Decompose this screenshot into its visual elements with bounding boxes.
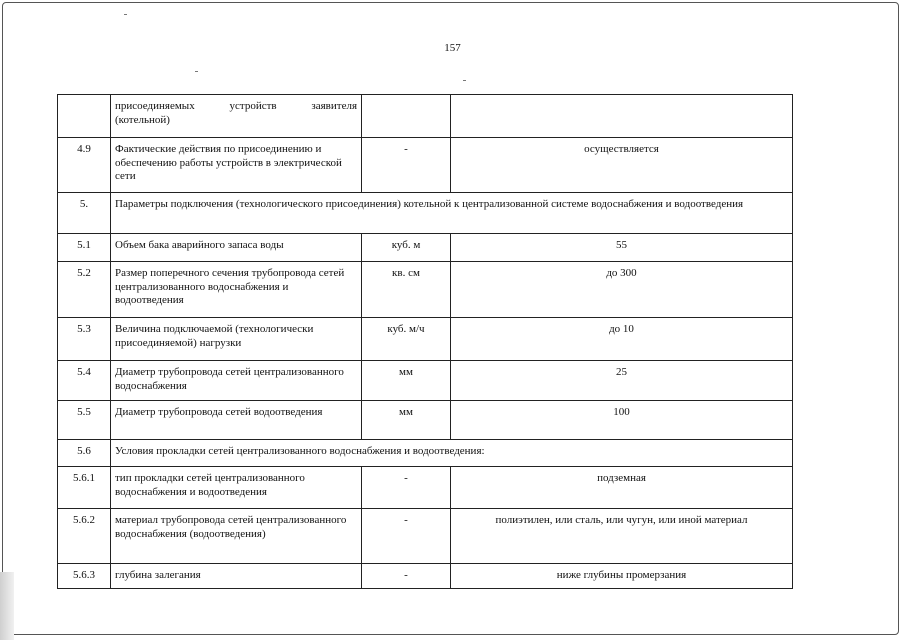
row-number: 5.3 xyxy=(58,318,111,361)
scan-speck xyxy=(463,80,466,81)
row-number: 5.1 xyxy=(58,234,111,262)
table-row xyxy=(58,467,793,509)
row-number: 5.4 xyxy=(58,361,111,401)
page-number: 157 xyxy=(444,42,461,54)
value-cell: осуществляется xyxy=(451,138,793,193)
value-cell: 100 xyxy=(451,401,793,440)
value-cell: до 300 xyxy=(451,262,793,318)
row-number: 5. xyxy=(58,193,111,234)
parameter-cell: Диаметр трубопровода сетей водоотведения xyxy=(111,401,362,440)
unit-cell: - xyxy=(362,564,451,589)
value-cell: до 10 xyxy=(451,318,793,361)
unit-cell: - xyxy=(362,509,451,564)
table-row xyxy=(58,95,793,138)
table-row xyxy=(58,361,793,401)
row-number: 5.2 xyxy=(58,262,111,318)
row-number: 5.6 xyxy=(58,440,111,467)
unit-cell: - xyxy=(362,467,451,509)
unit-cell: мм xyxy=(362,401,451,440)
row-number: 5.6.2 xyxy=(58,509,111,564)
table-row xyxy=(58,401,793,440)
parameter-line: (котельной) xyxy=(115,113,170,126)
table-row xyxy=(58,509,793,564)
table-row xyxy=(58,564,793,589)
parameter-cell: тип прокладки сетей централизованного водоснабжения и водоотведения xyxy=(111,467,362,509)
value-cell: подземная xyxy=(451,467,793,509)
parameter-cell: Фактические действия по присоединению и обеспечению работы устройств в электрической сети xyxy=(111,138,362,193)
parameter-cell: материал трубопровода сетей централизованного водоснабжения (водоотведения) xyxy=(111,509,362,564)
section-heading-cell: Параметры подключения (технологического присоединения) котельной к централизованной системе водоснабжения и водоотведения xyxy=(111,193,793,234)
table-row xyxy=(58,262,793,318)
scan-speck xyxy=(124,14,127,15)
unit-cell: - xyxy=(362,138,451,193)
row-number xyxy=(58,95,111,138)
row-number: 4.9 xyxy=(58,138,111,193)
parameter-line: присоединяемых устройств заявителя xyxy=(115,100,357,112)
unit-cell: куб. м xyxy=(362,234,451,262)
parameter-cell: Размер поперечного сечения трубопровода сетей централизованного водоснабжения и водоотведения xyxy=(111,262,362,318)
table-row xyxy=(58,193,793,234)
parameter-cell: Диаметр трубопровода сетей централизованного водоснабжения xyxy=(111,361,362,401)
unit-cell: куб. м/ч xyxy=(362,318,451,361)
unit-cell: кв. см xyxy=(362,262,451,318)
value-cell: полиэтилен, или сталь, или чугун, или иной материал xyxy=(451,509,793,564)
row-number: 5.6.1 xyxy=(58,467,111,509)
scan-edge-shadow xyxy=(0,572,14,640)
unit-cell xyxy=(362,95,451,138)
value-cell: ниже глубины промерзания xyxy=(451,564,793,589)
row-number: 5.5 xyxy=(58,401,111,440)
specification-table xyxy=(57,94,793,589)
parameter-cell xyxy=(111,95,362,138)
table-row xyxy=(58,138,793,193)
section-heading-cell: Условия прокладки сетей централизованного водоснабжения и водоотведения: xyxy=(111,440,793,467)
row-number: 5.6.3 xyxy=(58,564,111,589)
value-cell xyxy=(451,95,793,138)
scan-speck xyxy=(195,71,198,72)
parameter-cell: глубина залегания xyxy=(111,564,362,589)
value-cell: 55 xyxy=(451,234,793,262)
table-row xyxy=(58,318,793,361)
value-cell: 25 xyxy=(451,361,793,401)
table-row xyxy=(58,440,793,467)
parameter-cell: Объем бака аварийного запаса воды xyxy=(111,234,362,262)
unit-cell: мм xyxy=(362,361,451,401)
table-row xyxy=(58,234,793,262)
parameter-cell: Величина подключаемой (технологически присоединяемой) нагрузки xyxy=(111,318,362,361)
